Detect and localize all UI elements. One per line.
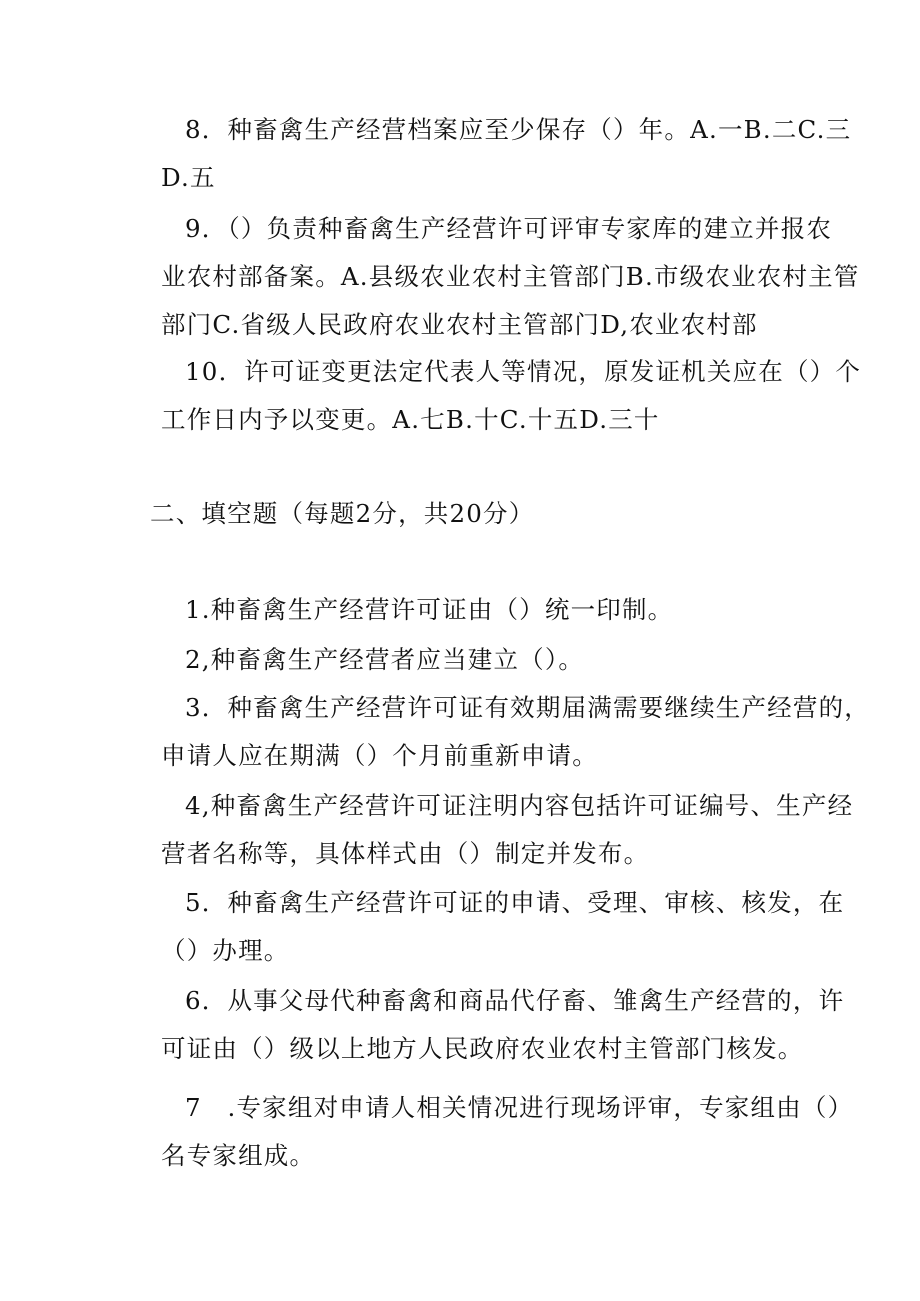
fill-question-4-line-1: 4,种畜禽生产经营许可证注明内容包括许可证编号、生产经 [185, 791, 854, 820]
fill-question-3-line-1: 3．种畜禽生产经营许可证有效期届满需要继续生产经营的， [185, 693, 870, 722]
fill-question-7-line-2: 名专家组成。 [161, 1141, 316, 1170]
fill-question-1 [137, 586, 797, 634]
fill-question-4-line-2: 营者名称等，具体样式由（）制定并发布。 [161, 839, 650, 868]
question-8-line-1: 8．种畜禽生产经营档案应至少保存（）年。A.一B.二C.三 [185, 115, 852, 144]
fill-question-5-line-2: （）办理。 [161, 936, 290, 965]
fill-question-2 [137, 636, 797, 684]
fill-question-2-line-1: 2,种畜禽生产经营者应当建立（）。 [185, 645, 585, 674]
fill-question-5 [137, 879, 845, 975]
fill-question-6-line-1: 6．从事父母代种畜禽和商品代仔畜、雏禽生产经营的，许 [185, 986, 845, 1015]
fill-question-6 [137, 977, 845, 1073]
question-8 [137, 106, 852, 202]
question-9 [137, 205, 860, 349]
fill-question-6-line-2: 可证由（）级以上地方人民政府农业农村主管部门核发。 [161, 1034, 804, 1063]
question-10-line-2: 工作日内予以变更。A.七B.十C.十五D.三十 [161, 405, 660, 434]
question-9-line-3: 部门C.省级人民政府农业农村主管部门D,农业农村部 [161, 310, 758, 339]
fill-question-5-line-1: 5．种畜禽生产经营许可证的申请、受理、审核、核发，在 [185, 888, 845, 917]
fill-question-7-line-1: 7 .专家组对申请人相关情况进行现场评审，专家组由（） [185, 1093, 854, 1122]
question-9-line-1: 9．（）负责种畜禽生产经营许可评审专家库的建立并报农 [185, 214, 833, 243]
section-title: 二、填空题（每题2分，共20分） [150, 499, 535, 528]
fill-question-4 [137, 782, 854, 878]
question-10 [137, 348, 862, 444]
question-9-line-2: 业农村部备案。A.县级农业农村主管部门B.市级农业农村主管 [161, 262, 860, 291]
fill-question-3-line-2: 申请人应在期满（）个月前重新申请。 [161, 741, 598, 770]
question-10-line-1: 10．许可证变更法定代表人等情况，原发证机关应在（）个 [185, 357, 862, 386]
fill-question-3 [137, 684, 870, 780]
fill-question-7 [137, 1084, 854, 1180]
question-8-line-2: D.五 [161, 163, 216, 192]
fill-question-1-line-1: 1.种畜禽生产经营许可证由（）统一印制。 [185, 595, 674, 624]
